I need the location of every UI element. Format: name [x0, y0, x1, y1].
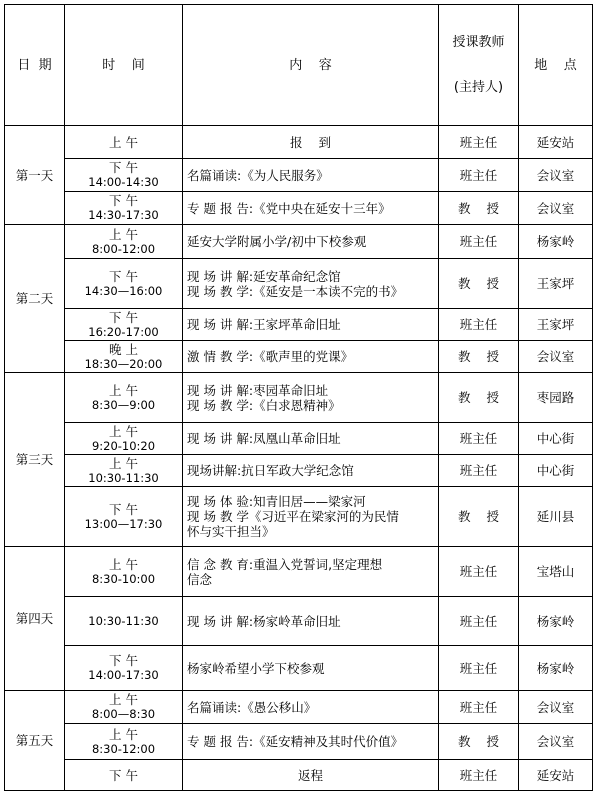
time-range: 16:20-17:00: [88, 324, 159, 339]
content-line: 杨家岭希望小学下校参观: [187, 660, 325, 676]
time-label: 上 午: [109, 134, 138, 150]
content-line: 现 场 讲 解:杨家岭革命旧址: [187, 613, 341, 629]
time-cell: [65, 259, 183, 309]
time-label: 上 午: [109, 382, 138, 398]
time-range: 10:30-11:30: [88, 470, 159, 485]
content-line: 现 场 教 学《习近平在梁家河的为民情: [187, 509, 399, 524]
teacher-cell: 班主任: [439, 691, 519, 724]
time-label: 下 午: [109, 160, 138, 175]
time-range: 14:30-17:30: [88, 208, 159, 222]
header-time: 时 间: [65, 5, 183, 126]
content-line: 名篇诵读:《愚公移山》: [187, 699, 317, 715]
teacher-cell: 教 授: [439, 341, 519, 373]
time-range: 8:00—8:30: [91, 707, 156, 721]
content-line: 现 场 讲 解:延安革命纪念馆: [187, 268, 341, 284]
content-cell: [183, 487, 439, 547]
time-range: 8:30-12:00: [91, 741, 156, 756]
day-label: 第二天: [5, 225, 65, 373]
location-cell: 会议室: [519, 341, 593, 373]
content-line: 信 念 教 育:重温入党誓词,坚定理想: [187, 556, 383, 572]
time-label: 下 午: [109, 501, 138, 517]
time-label: 上 午: [109, 226, 138, 242]
schedule-row: [5, 192, 593, 225]
content-cell: [183, 309, 439, 341]
teacher-cell: 教 授: [439, 487, 519, 547]
time-cell: [65, 724, 183, 760]
time-cell: [65, 309, 183, 341]
teacher-cell: 教 授: [439, 259, 519, 309]
time-label: 下 午: [109, 309, 138, 325]
schedule-row: [5, 646, 593, 691]
content-cell: [183, 192, 439, 225]
content-cell: [183, 373, 439, 423]
time-label: 晚 上: [109, 341, 138, 357]
teacher-cell: 教 授: [439, 373, 519, 423]
content-cell: [183, 259, 439, 309]
time-range: 13:00—17:30: [84, 516, 163, 531]
time-label: 上 午: [109, 692, 138, 707]
time-label: 下 午: [109, 268, 138, 284]
teacher-cell: 班主任: [439, 455, 519, 487]
content-line: 现 场 讲 解:枣园革命旧址: [187, 382, 329, 398]
location-cell: 延川县: [519, 487, 593, 547]
location-cell: 中心街: [519, 423, 593, 455]
time-label: 上 午: [109, 423, 138, 439]
time-range: 18:30—20:00: [84, 356, 163, 371]
content-cell: [183, 455, 439, 487]
content-cell: [183, 724, 439, 760]
schedule-row: [5, 423, 593, 455]
schedule-row: [5, 159, 593, 192]
location-cell: 王家坪: [519, 259, 593, 309]
content-cell: [183, 547, 439, 597]
time-label: 下 午: [109, 767, 138, 783]
location-cell: 王家坪: [519, 309, 593, 341]
location-cell: 会议室: [519, 192, 593, 225]
content-cell: [183, 341, 439, 373]
location-cell: 中心街: [519, 455, 593, 487]
schedule-row: [5, 547, 593, 597]
time-cell: [65, 225, 183, 259]
teacher-cell: 班主任: [439, 646, 519, 691]
time-cell: [65, 487, 183, 547]
content-line: 专 题 报 告:《延安精神及其时代价值》: [187, 734, 404, 749]
time-range: 10:30-11:30: [88, 613, 159, 628]
schedule-row: [5, 126, 593, 159]
location-cell: 宝塔山: [519, 547, 593, 597]
content-line: 现 场 讲 解:王家坪革命旧址: [187, 317, 341, 332]
time-cell: [65, 159, 183, 192]
schedule-row: [5, 259, 593, 309]
teacher-cell: 班主任: [439, 159, 519, 192]
time-cell: [65, 341, 183, 373]
time-cell: [65, 455, 183, 487]
time-range: 8:00-12:00: [91, 241, 156, 256]
content-cell: [183, 691, 439, 724]
teacher-cell: 教 授: [439, 192, 519, 225]
time-cell: [65, 126, 183, 159]
time-label: 上 午: [109, 455, 138, 471]
content-line: 现 场 教 学:《白求恩精神》: [187, 397, 341, 413]
teacher-cell: 教 授: [439, 724, 519, 760]
schedule-row: [5, 597, 593, 646]
header-location: 地 点: [519, 5, 593, 126]
time-range: 9:20-10:20: [91, 438, 156, 453]
day-label: 第一天: [5, 126, 65, 225]
content-cell: [183, 646, 439, 691]
teacher-cell: 班主任: [439, 760, 519, 791]
time-cell: [65, 691, 183, 724]
content-line: 现 场 体 验:知青旧居——梁家河: [187, 494, 366, 509]
content-line: 延安大学附属小学/初中下校参观: [187, 234, 367, 249]
content-line: 名篇诵读:《为人民服务》: [187, 167, 329, 183]
content-line: 怀与实干担当》: [187, 524, 275, 539]
teacher-cell: 班主任: [439, 126, 519, 159]
schedule-row: [5, 309, 593, 341]
content-line: 现 场 教 学:《延安是一本读不完的书》: [187, 283, 404, 299]
header-content: 内 容: [183, 5, 439, 126]
content-line: 专 题 报 告:《党中央在延安十三年》: [187, 200, 391, 216]
content-line: 返程: [297, 767, 323, 783]
time-range: 8:30-10:00: [91, 571, 156, 586]
time-cell: [65, 646, 183, 691]
location-cell: 枣园路: [519, 373, 593, 423]
content-line: 报 到: [290, 134, 331, 150]
time-range: 14:00-17:30: [88, 668, 159, 682]
teacher-cell: 班主任: [439, 309, 519, 341]
location-cell: 会议室: [519, 691, 593, 724]
time-label: 上 午: [109, 556, 138, 572]
time-range: 8:30—9:00: [91, 397, 156, 412]
location-cell: 杨家岭: [519, 597, 593, 646]
location-cell: 延安站: [519, 760, 593, 791]
schedule-row: [5, 225, 593, 259]
teacher-cell: 班主任: [439, 597, 519, 646]
schedule-row: [5, 455, 593, 487]
schedule-row: [5, 760, 593, 791]
schedule-row: [5, 487, 593, 547]
time-cell: [65, 373, 183, 423]
schedule-row: [5, 373, 593, 423]
teacher-cell: 班主任: [439, 547, 519, 597]
time-cell: [65, 760, 183, 791]
content-cell: [183, 423, 439, 455]
content-line: 信念: [187, 571, 213, 587]
time-cell: [65, 597, 183, 646]
location-cell: 杨家岭: [519, 646, 593, 691]
content-cell: [183, 159, 439, 192]
location-cell: 会议室: [519, 159, 593, 192]
content-cell: [183, 597, 439, 646]
schedule-row: [5, 341, 593, 373]
location-cell: 延安站: [519, 126, 593, 159]
teacher-cell: 班主任: [439, 225, 519, 259]
content-cell: [183, 126, 439, 159]
schedule-table: [4, 4, 593, 791]
day-label: 第四天: [5, 547, 65, 691]
content-cell: [183, 225, 439, 259]
location-cell: 杨家岭: [519, 225, 593, 259]
time-label: 上 午: [109, 726, 138, 742]
schedule-body: [5, 126, 593, 791]
time-range: 14:00-14:30: [88, 175, 159, 189]
header-date: 日 期: [5, 5, 65, 126]
location-cell: 会议室: [519, 724, 593, 760]
header-teacher-line2: (主持人): [453, 80, 504, 95]
content-cell: [183, 760, 439, 791]
day-label: 第三天: [5, 373, 65, 547]
header-teacher-line1: 授课教师: [452, 35, 505, 50]
time-label: 下 午: [109, 653, 138, 668]
schedule-row: [5, 724, 593, 760]
content-line: 现 场 讲 解:凤凰山革命旧址: [187, 431, 341, 446]
time-cell: [65, 547, 183, 597]
day-label: 第五天: [5, 691, 65, 791]
header-teacher: [439, 5, 519, 126]
content-line: 激 情 教 学:《歌声里的党课》: [187, 349, 354, 364]
time-range: 14:30—16:00: [84, 283, 163, 298]
schedule-row: [5, 691, 593, 724]
time-cell: [65, 423, 183, 455]
content-line: 现场讲解:抗日军政大学纪念馆: [187, 463, 354, 478]
time-label: 下 午: [109, 193, 138, 208]
header-row: [5, 5, 593, 126]
time-cell: [65, 192, 183, 225]
teacher-cell: 班主任: [439, 423, 519, 455]
